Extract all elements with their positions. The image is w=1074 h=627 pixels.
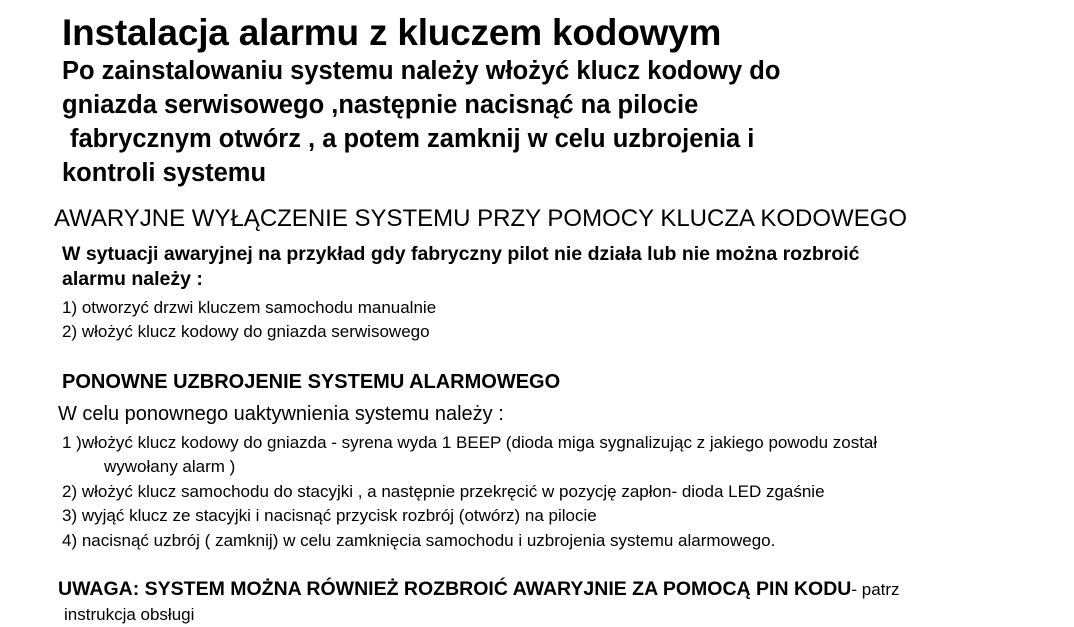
emergency-intro-line: W sytuacji awaryjnej na przykład gdy fabryczny pilot nie działa lub nie można rozbroić xyxy=(62,242,860,265)
page-title: Instalacja alarmu z kluczem kodowym xyxy=(62,12,722,53)
subtitle-line: Po zainstalowaniu systemu należy włożyć klucz kodowy do xyxy=(62,57,781,86)
subtitle-line: fabrycznym otwórz , a potem zamknij w celu uzbrojenia i xyxy=(70,125,755,154)
list-item-text: 2) włożyć klucz samochodu do stacyjki , a następnie przekręcić w pozycję zapłon- dioda LED zgaśnie xyxy=(62,481,825,501)
emergency-intro-line: alarmu należy : xyxy=(62,267,203,290)
list-item xyxy=(62,529,1056,553)
subtitle-line: gniazda serwisowego ,następnie nacisnąć na pilocie xyxy=(62,91,699,120)
list-item-text: 3) wyjąć klucz ze stacyjki i nacisnąć przycisk rozbrój (otwórz) na pilocie xyxy=(62,506,597,526)
section-heading-rearm: PONOWNE UZBROJENIE SYSTEMU ALARMOWEGO xyxy=(62,371,561,394)
emergency-intro xyxy=(62,242,1056,292)
warning-strong-text: UWAGA: SYSTEM MOŻNA RÓWNIEŻ ROZBROIĆ AWARYJNIE ZA POMOCĄ PIN KODU xyxy=(58,578,852,601)
warning-second-line: instrukcja obsługi xyxy=(64,605,195,625)
rearm-steps xyxy=(62,431,1056,553)
rearm-lead: W celu ponownego uaktywnienia systemu należy : xyxy=(58,403,504,426)
list-item-continuation: wywołany alarm ) xyxy=(104,457,236,477)
subtitle-line: kontroli systemu xyxy=(62,159,267,188)
list-item: 2) włożyć klucz kodowy do gniazda serwisowego xyxy=(62,321,430,341)
list-item xyxy=(62,431,1056,480)
warning-note xyxy=(58,577,1056,626)
list-item-text: 1 )włożyć klucz kodowy do gniazda - syrena wyda 1 BEEP (dioda miga sygnalizując z jakiego powodu został xyxy=(62,433,878,453)
list-item: 1) otworzyć drzwi kluczem samochodu manualnie xyxy=(62,297,437,317)
section-heading-emergency: AWARYJNE WYŁĄCZENIE SYSTEMU PRZY POMOCY KLUCZA KODOWEGO xyxy=(54,205,908,233)
list-item-text: 4) nacisnąć uzbrój ( zamknij) w celu zamknięcia samochodu i uzbrojenia systemu alarmowego. xyxy=(62,530,776,550)
page-subtitle xyxy=(62,55,1056,191)
list-item xyxy=(62,480,1056,504)
list-item xyxy=(62,504,1056,528)
warning-tail-text: - patrz xyxy=(851,580,900,600)
emergency-steps xyxy=(62,296,1056,344)
